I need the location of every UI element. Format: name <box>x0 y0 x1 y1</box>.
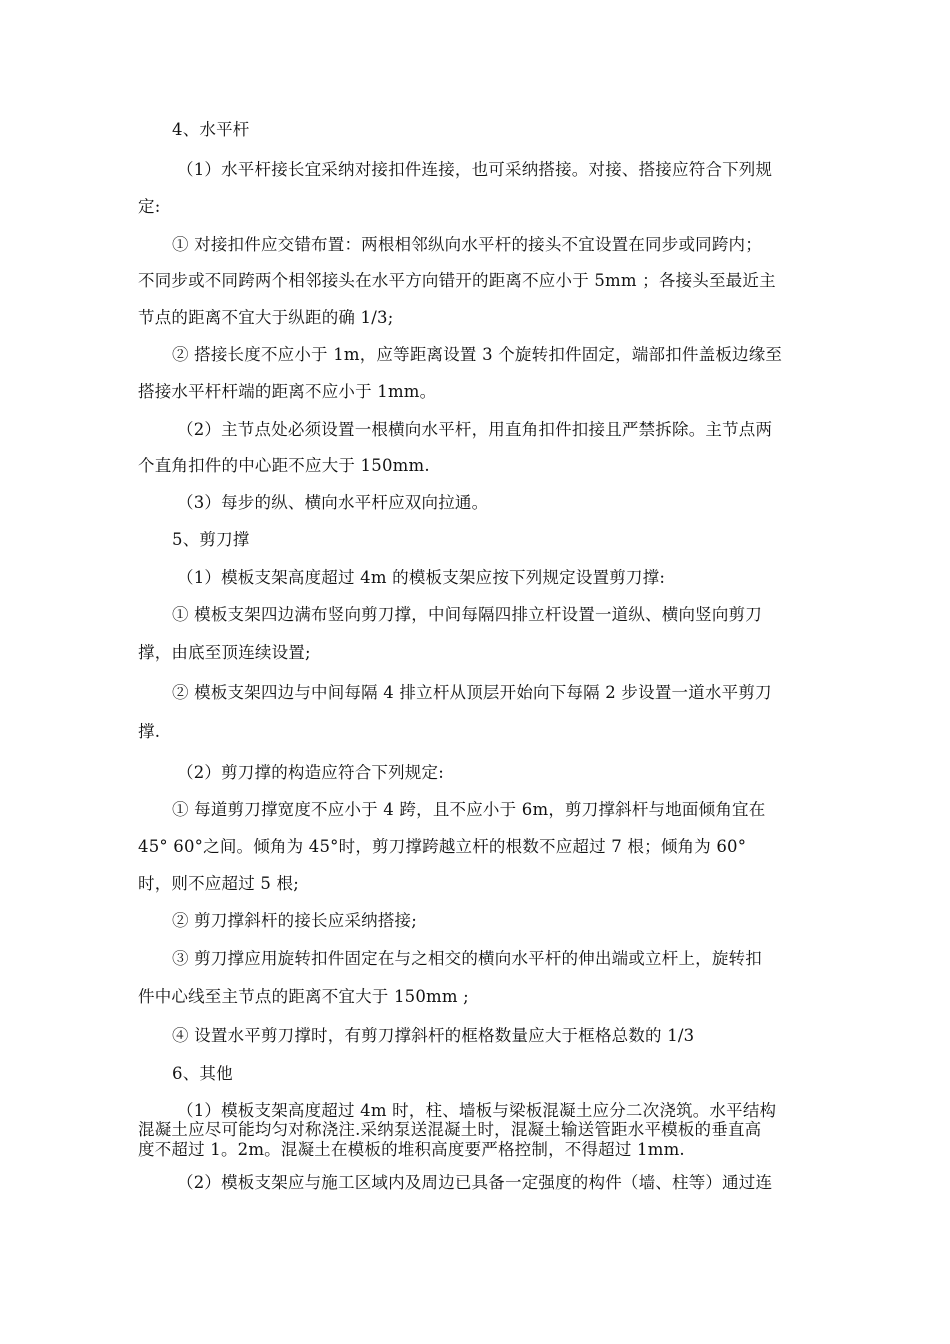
paragraph-line: （3）每步的纵、横向水平杆应双向拉通。 <box>177 493 489 512</box>
paragraph-line: ④ 设置水平剪刀撑时，有剪刀撑斜杆的框格数量应大于框格总数的 1/3 <box>172 1026 695 1045</box>
paragraph-line: 不同步或不同跨两个相邻接头在水平方向错开的距离不应小于 5mm ；各接头至最近主 <box>138 271 776 290</box>
paragraph-line: 节点的距离不宜大于纵距的确 1/3; <box>138 308 394 327</box>
paragraph-line: 时，则不应超过 5 根; <box>138 874 299 893</box>
paragraph-line: 45° 60°之间。倾角为 45°时，剪刀撑跨越立杆的根数不应超过 7 根；倾角为 60° <box>138 837 747 856</box>
paragraph-line: ③ 剪刀撑应用旋转扣件固定在与之相交的横向水平杆的伸出端或立杆上，旋转扣 <box>172 949 762 968</box>
paragraph-line: 混凝土应尽可能均匀对称浇注.采纳泵送混凝土时，混凝土输送管距水平模板的垂直高 <box>138 1120 762 1139</box>
paragraph-line: ① 模板支架四边满布竖向剪刀撑，中间每隔四排立杆设置一道纵、横向竖向剪刀 <box>172 605 762 624</box>
paragraph-line: （2）主节点处必须设置一根横向水平杆，用直角扣件扣接且严禁拆除。主节点两 <box>177 420 773 439</box>
paragraph-line: ① 每道剪刀撑宽度不应小于 4 跨，且不应小于 6m，剪刀撑斜杆与地面倾角宜在 <box>172 800 766 819</box>
paragraph-line: ② 剪刀撑斜杆的接长应采纳搭接; <box>172 911 418 930</box>
section-heading-5: 5、剪刀撑 <box>172 530 250 549</box>
paragraph-line: 个直角扣件的中心距不应大于 150mm. <box>138 456 430 475</box>
paragraph-line: （1）模板支架高度超过 4m 的模板支架应按下列规定设置剪刀撑: <box>177 568 666 587</box>
paragraph-line: （1）模板支架高度超过 4m 时，柱、墙板与梁板混凝土应分二次浇筑。水平结构 <box>177 1101 777 1120</box>
paragraph-line: ② 模板支架四边与中间每隔 4 排立杆从顶层开始向下每隔 2 步设置一道水平剪刀 <box>172 683 772 702</box>
paragraph-line: ② 搭接长度不应小于 1m，应等距离设置 3 个旋转扣件固定，端部扣件盖板边缘至 <box>172 345 783 364</box>
paragraph-line: （2）模板支架应与施工区域内及周边已具备一定强度的构件（墙、柱等）通过连 <box>177 1173 773 1192</box>
paragraph-line: 度不超过 1。2m。混凝土在模板的堆积高度要严格控制，不得超过 1mm. <box>138 1140 685 1159</box>
paragraph-line: ① 对接扣件应交错布置：两根相邻纵向水平杆的接头不宜设置在同步或同跨内； <box>172 235 762 254</box>
paragraph-line: 搭接水平杆杆端的距离不应小于 1mm。 <box>138 382 437 401</box>
paragraph-line: （2）剪刀撑的构造应符合下列规定: <box>177 763 444 782</box>
section-heading-6: 6、其他 <box>172 1064 233 1083</box>
paragraph-line: （1）水平杆接长宜采纳对接扣件连接，也可采纳搭接。对接、搭接应符合下列规 <box>177 160 773 179</box>
paragraph-line: 定: <box>138 197 161 216</box>
paragraph-line: 撑，由底至顶连续设置; <box>138 643 311 662</box>
paragraph-line: 撑. <box>138 722 161 741</box>
paragraph-line: 件中心线至主节点的距离不宜大于 150mm ; <box>138 987 469 1006</box>
section-heading-4: 4、水平杆 <box>172 120 250 139</box>
